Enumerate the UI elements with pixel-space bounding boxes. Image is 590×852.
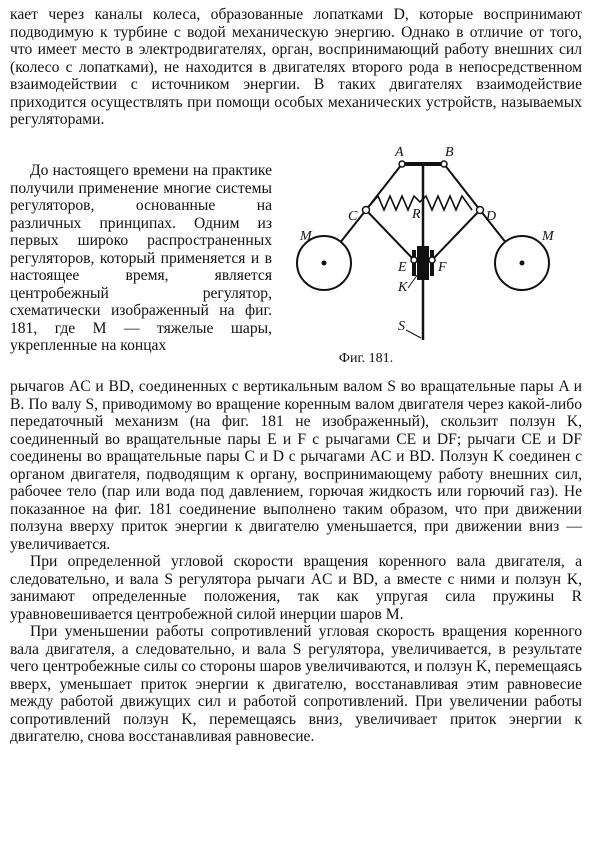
lever-bd <box>444 164 480 210</box>
paragraph-intro: кает через каналы колеса, образованные лопатками D, которые воспринимают подводимую к турбине с водой механическую энергию. Однако в отличие от того, что имеет место в электродвигателях, орган, воспринимающий работу внешних сил (колесо с лопатками), не находится в двигателях второго рода в непосредственном взаимодействии с источником энергии. В таких двигателях взаимодействие приходится осуществлять при помощи особых механических устройств, называемых регуляторами. <box>10 6 582 128</box>
link-df <box>432 210 480 260</box>
joint-b <box>441 161 447 167</box>
label-b: B <box>445 145 454 160</box>
joint-f <box>429 257 435 263</box>
label-s: S <box>398 319 405 334</box>
joint-c <box>363 207 370 214</box>
label-m-right: M <box>542 229 554 244</box>
joint-d <box>477 207 484 214</box>
bottom-text-block <box>10 378 582 746</box>
label-a: A <box>395 145 404 160</box>
label-e: E <box>398 260 407 275</box>
paragraph-mechanism: рычагов AC и BD, соединенных с вертикальным валом S во вращательные пары A и B. По валу S, приводимому во вращение коренным валом двигателя через какой-либо передаточный механизм (на фиг. 181 не изображенный), скользит ползун K, соединенный во вращательные пары E и F с рычагами CE и DF; рычаги CE и DF соединены во вращательные пары C и D с рычагами AC и BD. Ползун K соединен с органом двигателя, подводящим к органу, воспринимающему работу внешних сил, рабочее тело (пар или вода под давлением, горючая жидкость или горючий газ). Не показанное на фиг. 181 соединение выполнено таким образом, что при движении ползуна вверху приток энергии к двигателю уменьшается, при движении вниз — увеличивается. <box>10 378 582 553</box>
leader-k <box>408 274 418 288</box>
top-text-block <box>10 6 582 129</box>
leader-s <box>406 330 421 338</box>
figure-caption: Фиг. 181. <box>338 351 394 366</box>
joint-a <box>399 161 405 167</box>
label-f: F <box>438 260 447 275</box>
paragraph-equilibrium: При определенной угловой скорости вращения коренного вала двигателя, а следовательно, и вала S регулятора рычаги AC и BD, а вместе с ними и ползун K, занимают определенные положения, так как упругая сила пружины R уравновешивается центробежной силой инерции шаров M. <box>10 553 582 623</box>
label-d: D <box>486 209 497 224</box>
ball-left-center <box>322 261 327 266</box>
slider-k <box>417 246 429 280</box>
paragraph-regulation: При уменьшении работы сопротивлений угловая скорость вращения коренного вала двигателя, а следовательно, и вала S регулятора, увеличивается, в результате чего центробежные силы со стороны шаров увеличиваются, и ползун K, перемещаясь вверх, уменьшает приток энергии к двигателю, восстанавливая этим равновесие между работой движущих сил и работой сопротивлений. При увеличении работы сопротивлений ползун K, перемещаясь вниз, увеличивает приток энергии к двигателю, снова восстанавливая равновесие. <box>10 623 582 745</box>
label-m-left: M <box>300 229 312 244</box>
joint-e <box>411 257 417 263</box>
label-k: K <box>398 280 408 295</box>
wrapped-text-block <box>10 162 272 355</box>
label-c: C <box>348 209 358 224</box>
paragraph-regulators: До настоящего времени на практике получили применение многие системы регуляторов, основанные на различных принципах. Одним из первых широко распространенных регуляторов, который применяется и в настоящее время, является центробежный регулятор, схематически изображенный на фиг. 181, где M — тяжелые шары, укрепленные на концах <box>10 162 272 354</box>
ball-right-center <box>520 261 525 266</box>
centrifugal-governor-figure <box>294 140 584 370</box>
label-r: R <box>412 207 421 222</box>
lever-ac <box>366 164 402 210</box>
link-ce <box>366 210 414 260</box>
